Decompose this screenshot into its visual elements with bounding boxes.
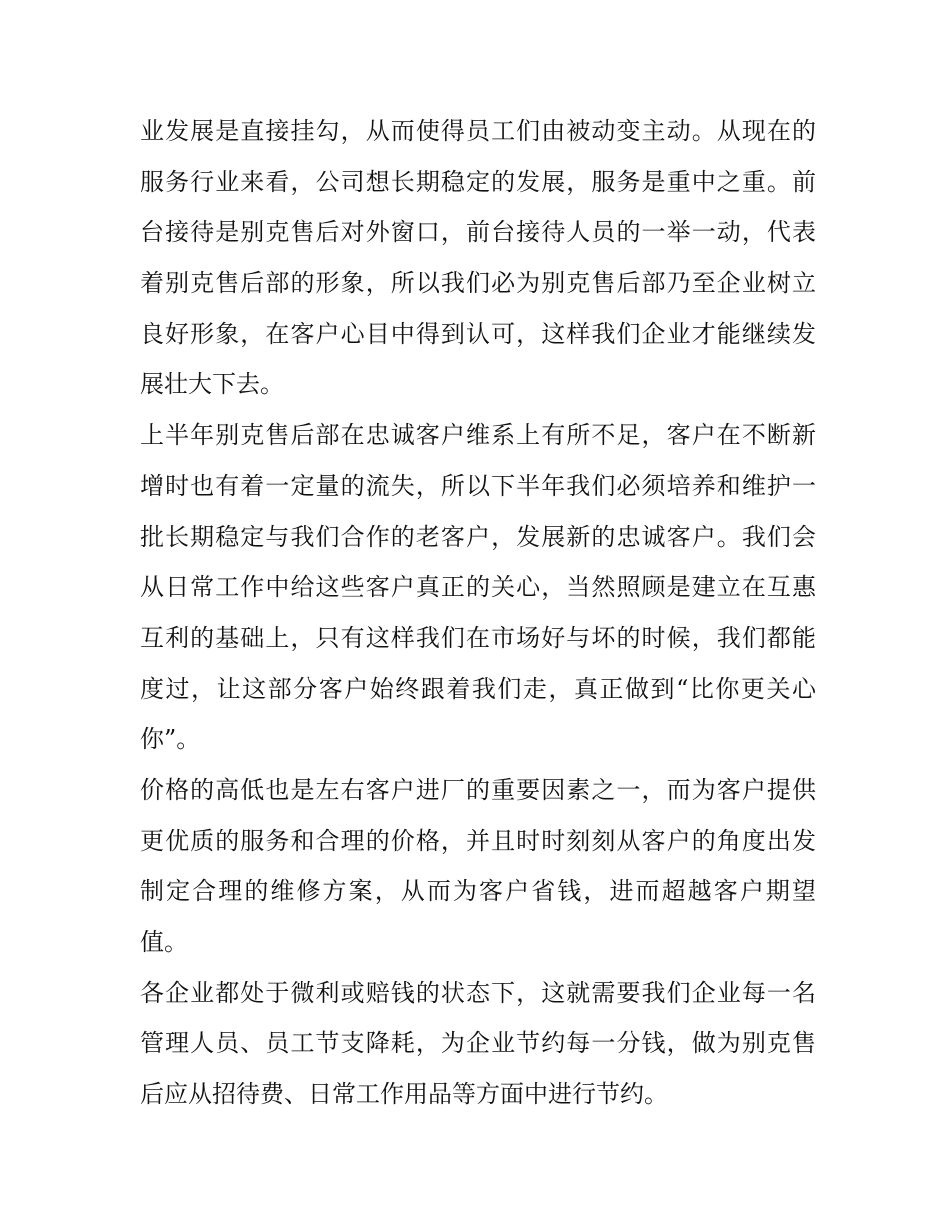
text-line: 服务行业来看，公司想长期稳定的发展，服务是重中之重。前 <box>140 167 816 196</box>
text-line: 批长期稳定与我们合作的老客户，发展新的忠诚客户。我们会 <box>140 522 816 551</box>
text-line: 后应从招待费、日常工作用品等方面中进行节约。 <box>140 1080 668 1109</box>
text-line: 管理人员、员工节支降耗，为企业节约每一分钱，做为别克售 <box>140 1029 816 1058</box>
text-line: 值。 <box>140 928 188 956</box>
text-line: 互利的基础上，只有这样我们在市场好与坏的时候，我们都能 <box>140 623 816 652</box>
text-line: 展壮大下去。 <box>140 370 284 399</box>
paragraph-4 <box>140 968 816 1120</box>
text-line: 台接待是别克售后对外窗口，前台接待人员的一举一动，代表 <box>140 218 816 247</box>
text-line: 各企业都处于微利或赔钱的状态下，这就需要我们企业每一名 <box>140 978 816 1007</box>
text-line: 度过，让这部分客户始终跟着我们走，真正做到“比你更关心 <box>140 674 816 703</box>
paragraph-2 <box>140 410 816 765</box>
text-line: 良好形象，在客户心目中得到认可，这样我们企业才能继续发 <box>140 319 816 348</box>
text-line: 制定合理的维修方案，从而为客户省钱，进而超越客户期望 <box>140 877 816 906</box>
text-line: 着别克售后部的形象，所以我们必为别克售后部乃至企业树立 <box>140 269 816 298</box>
text-line: 你”。 <box>140 725 201 754</box>
text-line: 业发展是直接挂勾，从而使得员工们由被动变主动。从现在的 <box>140 117 816 145</box>
document-body <box>140 106 816 1120</box>
text-line: 价格的高低也是左右客户进厂的重要因素之一，而为客户提供 <box>140 775 816 804</box>
text-line: 从日常工作中给这些客户真正的关心，当然照顾是建立在互惠 <box>140 573 816 602</box>
text-line: 上半年别克售后部在忠诚客户维系上有所不足，客户在不断新 <box>140 421 816 450</box>
text-line: 更优质的服务和合理的价格，并且时时刻刻从客户的角度出发 <box>140 826 816 855</box>
paragraph-3 <box>140 765 816 968</box>
text-line: 增时也有着一定量的流失，所以下半年我们必须培养和维护一 <box>140 471 816 500</box>
paragraph-1 <box>140 106 816 410</box>
